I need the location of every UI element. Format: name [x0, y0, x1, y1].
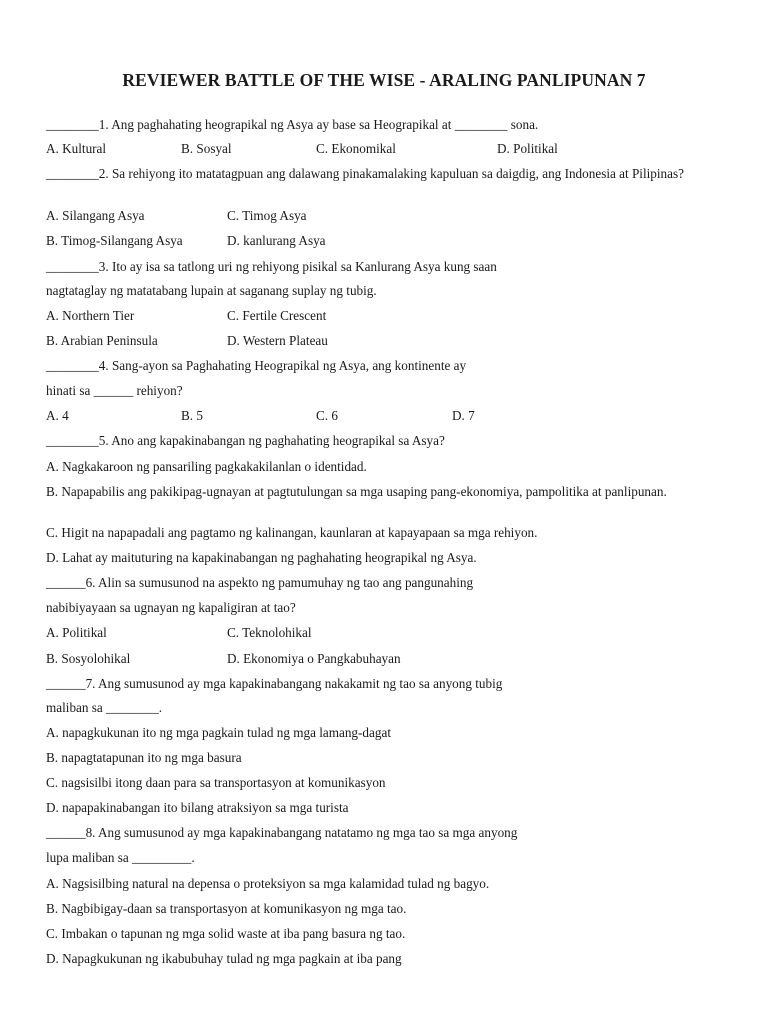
q8-option-d: D. Napagkukunan ng ikabubuhay tulad ng mga pagkain at iba pang [46, 951, 402, 966]
question-8-continued: lupa maliban sa _________. [46, 850, 195, 865]
q6-option-a: A. Politikal [46, 625, 107, 640]
q6-option-d: D. Ekonomiya o Pangkabuhayan [227, 651, 401, 666]
q5-option-d: D. Lahat ay maituturing na kapakinabangan ng paghahating heograpikal ng Asya. [46, 550, 477, 565]
question-7-continued: maliban sa ________. [46, 700, 163, 715]
question-8: ______8. Ang sumusunod ay mga kapakinabangang natatamo ng mga tao sa mga anyong [46, 825, 518, 840]
question-6: ______6. Alin sa sumusunod na aspekto ng pamumuhay ng tao ang pangunahing [46, 575, 474, 590]
question-7: ______7. Ang sumusunod ay mga kapakinabangang nakakamit ng tao sa anyong tubig [46, 676, 503, 691]
q3-option-c: C. Fertile Crescent [227, 308, 327, 323]
q6-option-c: C. Teknolohikal [227, 625, 312, 640]
q5-option-b: B. Napapabilis ang pakikipag-ugnayan at pagtutulungan sa mga usaping pang-ekonomiya, pampolitika at panlipunan. [46, 484, 667, 499]
q1-option-c: C. Ekonomikal [316, 141, 396, 156]
q7-option-c: C. nagsisilbi itong daan para sa transportasyon at komunikasyon [46, 775, 386, 790]
question-4-continued: hinati sa ______ rehiyon? [46, 383, 183, 398]
q2-option-b: B. Timog-Silangang Asya [46, 233, 183, 248]
q3-option-b: B. Arabian Peninsula [46, 333, 158, 348]
page-title: REVIEWER BATTLE OF THE WISE - ARALING PANLIPUNAN 7 [122, 70, 646, 90]
q3-option-a: A. Northern Tier [46, 308, 135, 323]
question-4: ________4. Sang-ayon sa Paghahating Heograpikal ng Asya, ang kontinente ay [46, 358, 467, 373]
q6-option-b: B. Sosyolohikal [46, 651, 131, 666]
q4-option-d: D. 7 [452, 408, 475, 423]
question-3: ________3. Ito ay isa sa tatlong uri ng rehiyong pisikal sa Kanlurang Asya kung saan [46, 259, 497, 274]
q1-option-d: D. Politikal [497, 141, 558, 156]
q8-option-b: B. Nagbibigay-daan sa transportasyon at komunikasyon ng mga tao. [46, 901, 407, 916]
q4-option-a: A. 4 [46, 408, 69, 423]
q4-option-b: B. 5 [181, 408, 203, 423]
question-3-continued: nagtataglay ng matatabang lupain at saganang suplay ng tubig. [46, 283, 377, 298]
q5-option-a: A. Nagkakaroon ng pansariling pagkakakilanlan o identidad. [46, 459, 367, 474]
q8-option-c: C. Imbakan o tapunan ng mga solid waste at iba pang basura ng tao. [46, 926, 406, 941]
q5-option-c: C. Higit na napapadali ang pagtamo ng kalinangan, kaunlaran at kapayapaan sa mga rehiyon. [46, 525, 538, 540]
question-1: ________1. Ang paghahating heograpikal ng Asya ay base sa Heograpikal at ________ sona. [46, 117, 539, 132]
q1-option-a: A. Kultural [46, 141, 107, 156]
q1-option-b: B. Sosyal [181, 141, 232, 156]
q7-option-a: A. napagkukunan ito ng mga pagkain tulad ng mga lamang-dagat [46, 725, 391, 740]
q7-option-d: D. napapakinabangan ito bilang atraksiyon sa mga turista [46, 800, 349, 815]
question-2: ________2. Sa rehiyong ito matatagpuan ang dalawang pinakamalaking kapuluan sa daigdig, ang Indonesia at Pilipinas? [46, 166, 684, 181]
question-5: ________5. Ano ang kapakinabangan ng paghahating heograpikal sa Asya? [46, 433, 445, 448]
q8-option-a: A. Nagsisilbing natural na depensa o proteksiyon sa mga kalamidad tulad ng bagyo. [46, 876, 490, 891]
question-6-continued: nabibiyayaan sa ugnayan ng kapaligiran at tao? [46, 600, 296, 615]
q2-option-c: C. Timog Asya [227, 208, 307, 223]
q2-option-a: A. Silangang Asya [46, 208, 145, 223]
q2-option-d: D. kanlurang Asya [227, 233, 326, 248]
q3-option-d: D. Western Plateau [227, 333, 328, 348]
q4-option-c: C. 6 [316, 408, 338, 423]
q7-option-b: B. napagtatapunan ito ng mga basura [46, 750, 242, 765]
